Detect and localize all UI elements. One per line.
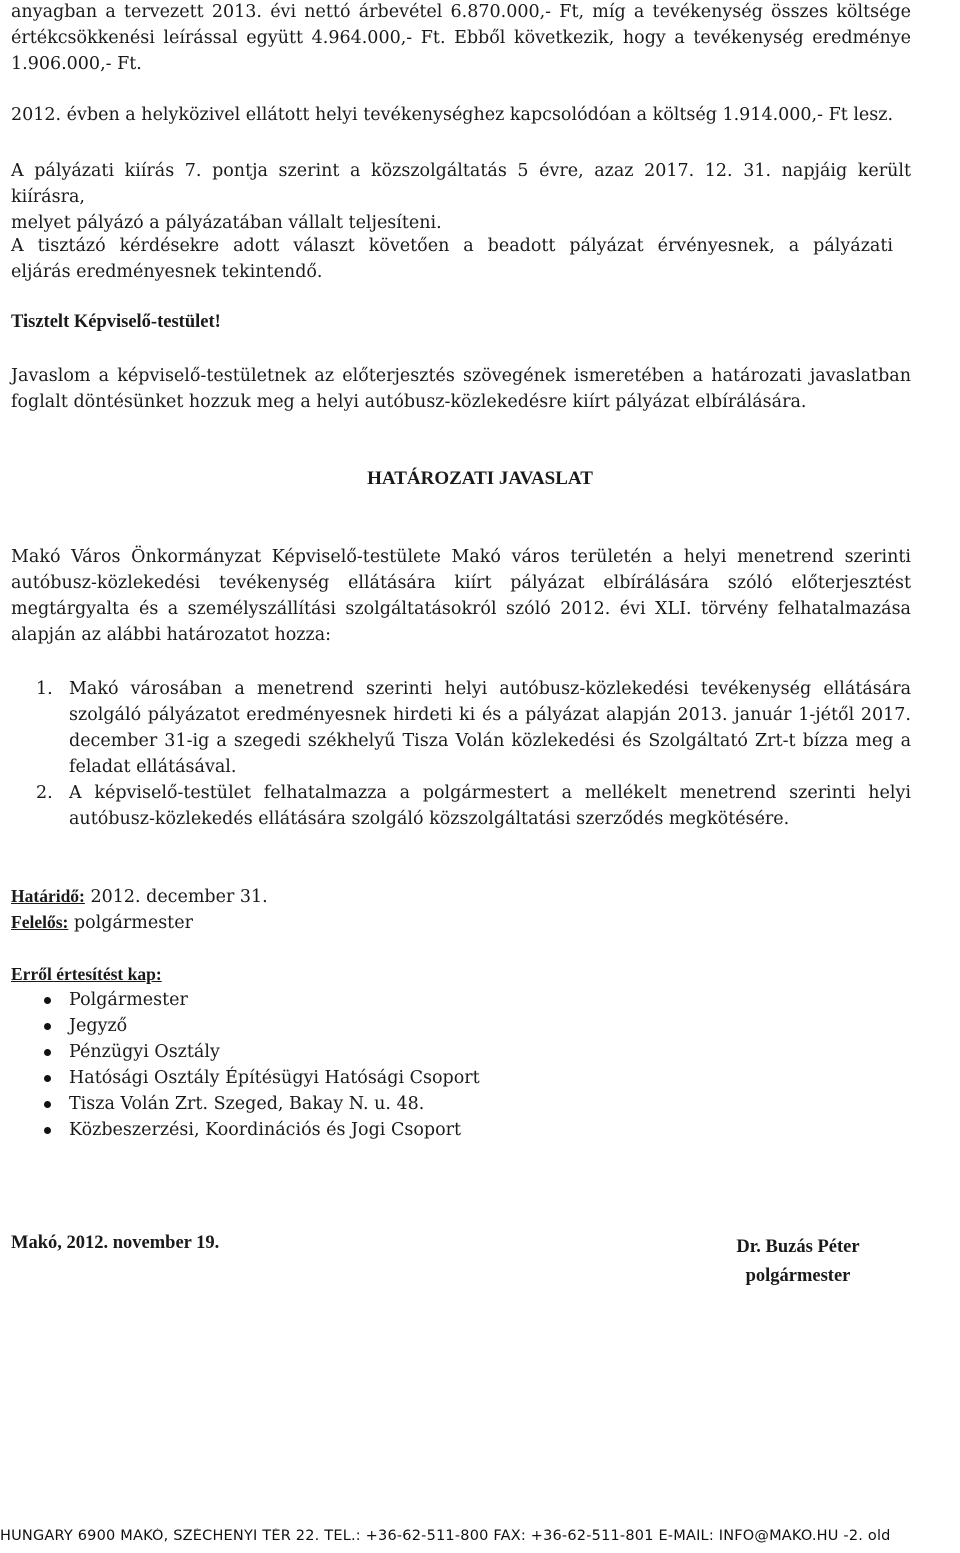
resolution-item: [11, 676, 911, 780]
recipient-label: Hatósági Osztály Építésügyi Hatósági Csoport: [69, 1068, 480, 1088]
responsible-value: polgármester: [68, 913, 193, 933]
recipient-item: [11, 1091, 811, 1117]
salutation: Tisztelt Képviselő-testület!: [11, 312, 221, 332]
cost-line: 2012. évben a helyközivel ellátott helyi tevékenységhez kapcsolódóan a költség 1.914.000,- Ft lesz.: [11, 105, 894, 125]
bullet-icon: [44, 997, 51, 1004]
signature-block: [683, 1233, 913, 1291]
item-line: feladat ellátásával.: [69, 757, 237, 777]
proposal-line-2: foglalt döntésünket hozzuk meg a helyi autóbusz-közlekedésre kiírt pályázat elbírálására.: [11, 392, 807, 412]
deadline-line: [11, 883, 268, 910]
responsible-line: [11, 909, 193, 936]
signer-name: Dr. Buzás Péter: [736, 1237, 860, 1257]
tender-paragraph: [11, 158, 911, 236]
proposal-paragraph: [11, 363, 911, 415]
responsible-label: Felelős:: [11, 912, 69, 932]
deadline-value: 2012. december 31.: [84, 887, 268, 907]
clarify-line-1: A tisztázó kérdésekre adott választ követően a beadott pályázat érvényesnek, a pályázati: [11, 236, 893, 256]
deadline-label: Határidő:: [11, 886, 85, 906]
recipient-label: Jegyző: [69, 1016, 128, 1036]
item-line: Makó városában a menetrend szerinti helyi autóbusz-közlekedési tevékenység ellátására: [69, 679, 911, 699]
recipient-item: [11, 987, 811, 1013]
clarify-line-2: eljárás eredményesnek tekintendő.: [11, 262, 323, 282]
item-number: 2.: [36, 783, 53, 803]
item-line: december 31-ig a szegedi székhelyű Tisza Volán közlekedési és Szolgáltató Zrt-t bízza meg a: [69, 731, 911, 751]
cost-paragraph: [11, 102, 911, 128]
recipients-list: [0, 987, 811, 1143]
resolution-intro-line-2: autóbusz-közlekedési tevékenység ellátására kiírt pályázat elbírálására szóló előterjesztést: [11, 573, 911, 593]
recipient-item: [11, 1039, 811, 1065]
recipient-label: Pénzügyi Osztály: [69, 1042, 220, 1062]
intro-line-3: 1.906.000,- Ft.: [11, 54, 142, 74]
item-line: autóbusz-közlekedés ellátására szolgáló közszolgáltatási szerződés megkötésére.: [69, 809, 790, 829]
place-date: Makó, 2012. november 19.: [11, 1233, 220, 1253]
recipient-label: Tisza Volán Zrt. Szeged, Bakay N. u. 48.: [69, 1094, 425, 1114]
resolution-title: HATÁROZATI JAVASLAT: [367, 468, 593, 489]
bullet-icon: [44, 1127, 51, 1134]
recipient-label: Közbeszerzési, Koordinációs és Jogi Csoport: [69, 1120, 461, 1140]
intro-line-1: anyagban a tervezett 2013. évi nettó árbevétel 6.870.000,- Ft, míg a tevékenység összes költsége: [11, 2, 911, 22]
proposal-line-1: Javaslom a képviselő-testületnek az előterjesztés szövegének ismeretében a határozati javaslatban: [11, 366, 911, 386]
recipient-label: Polgármester: [69, 990, 188, 1010]
signer-title: polgármester: [745, 1266, 851, 1286]
resolution-item: [11, 780, 911, 832]
clarify-paragraph: [11, 233, 893, 285]
recipient-item: [11, 1117, 811, 1143]
resolution-items: [0, 676, 911, 832]
bullet-icon: [44, 1101, 51, 1108]
intro-paragraph: [11, 0, 911, 77]
item-number: 1.: [36, 679, 53, 699]
recipient-item: [11, 1013, 811, 1039]
item-line: A képviselő-testület felhatalmazza a polgármestert a mellékelt menetrend szerinti helyi: [69, 783, 911, 803]
bullet-icon: [44, 1023, 51, 1030]
notify-heading: Erről értesítést kap:: [11, 964, 162, 984]
item-line: szolgáló pályázatot eredményesnek hirdeti ki és a pályázat alapján 2013. január 1-jétől 2017.: [69, 705, 911, 725]
resolution-intro-line-4: alapján az alábbi határozatot hozza:: [11, 625, 332, 645]
resolution-intro: [11, 544, 911, 648]
page-footer: HUNGARY 6900 MAKÓ, SZÉCHENYI TÉR 22. TEL.: +36-62-511-800 FAX: +36-62-511-801 E-MAIL: INFO@MAKO.HU -2. old: [0, 1528, 891, 1544]
resolution-intro-line-3: megtárgyalta és a személyszállítási szolgáltatásokról szóló 2012. évi XLI. törvény felhatalmazása: [11, 599, 911, 619]
bullet-icon: [44, 1075, 51, 1082]
tender-line-2: melyet pályázó a pályázatában vállalt teljesíteni.: [11, 213, 442, 233]
intro-line-2: értékcsökkenési leírással együtt 4.964.000,- Ft. Ebből következik, hogy a tevékenység eredménye: [11, 28, 911, 48]
recipient-item: [11, 1065, 811, 1091]
bullet-icon: [44, 1049, 51, 1056]
resolution-intro-line-1: Makó Város Önkormányzat Képviselő-testülete Makó város területén a helyi menetrend szerinti: [11, 547, 911, 567]
tender-line-1: A pályázati kiírás 7. pontja szerint a közszolgáltatás 5 évre, azaz 2017. 12. 31. napjáig került kiírásra,: [11, 161, 911, 207]
